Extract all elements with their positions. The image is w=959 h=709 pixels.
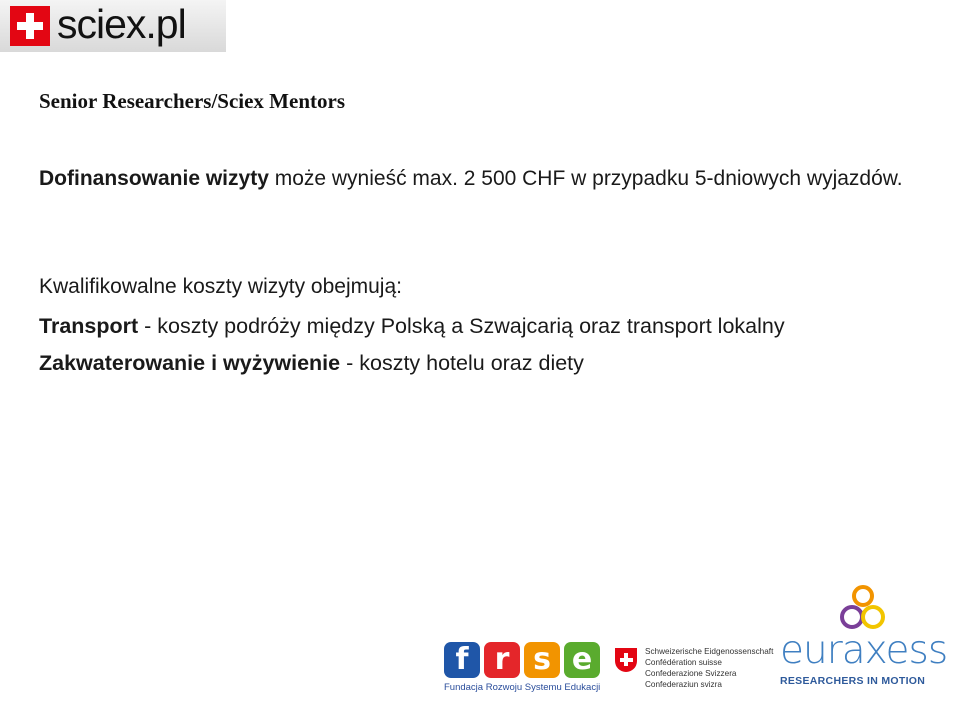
funding-text: może wynieść max. 2 500 CHF w przypadku 5-dniowych wyjazdów.: [268, 167, 903, 190]
logo-wordmark: sciex.pl: [57, 1, 186, 47]
euraxess-logo: [778, 584, 948, 690]
euraxess-wordmark: euraxess: [780, 628, 948, 673]
swiss-gov-line-de: Schweizerische Eidgenossenschaft: [645, 647, 774, 656]
euraxess-tagline: RESEARCHERS IN MOTION: [780, 675, 926, 687]
slide-title: Senior Researchers/Sciex Mentors: [39, 89, 345, 113]
transport-text: - koszty podróży między Polską a Szwajcarią oraz transport lokalny: [138, 314, 785, 338]
swiss-gov-line-fr: Confédération suisse: [645, 658, 722, 667]
swiss-gov-line-rm: Confederaziun svizra: [645, 680, 722, 689]
swiss-cross-icon: [10, 6, 50, 46]
sciex-logo: [0, 0, 226, 52]
paragraph-transport: [39, 311, 934, 341]
swiss-shield-icon: [615, 648, 637, 672]
frse-letter-r: r: [484, 642, 520, 678]
paragraph-eligible-costs: Kwalifikowalne koszty wizyty obejmują:: [39, 275, 402, 298]
frse-letter-s: s: [524, 642, 560, 678]
paragraph-funding: [39, 164, 934, 194]
funding-bold: Dofinansowanie wizyty: [39, 167, 269, 190]
accommodation-text: - koszty hotelu oraz diety: [340, 351, 584, 375]
paragraph-accommodation: [39, 348, 934, 378]
swiss-gov-line-it: Confederazione Svizzera: [645, 669, 737, 678]
frse-letter-f: f: [444, 642, 480, 678]
frse-letter-e: e: [564, 642, 600, 678]
frse-caption: Fundacja Rozwoju Systemu Edukacji: [444, 682, 601, 693]
frse-logo: [444, 642, 600, 693]
transport-bold: Transport: [39, 314, 139, 338]
accommodation-bold: Zakwaterowanie i wyżywienie: [39, 351, 341, 375]
